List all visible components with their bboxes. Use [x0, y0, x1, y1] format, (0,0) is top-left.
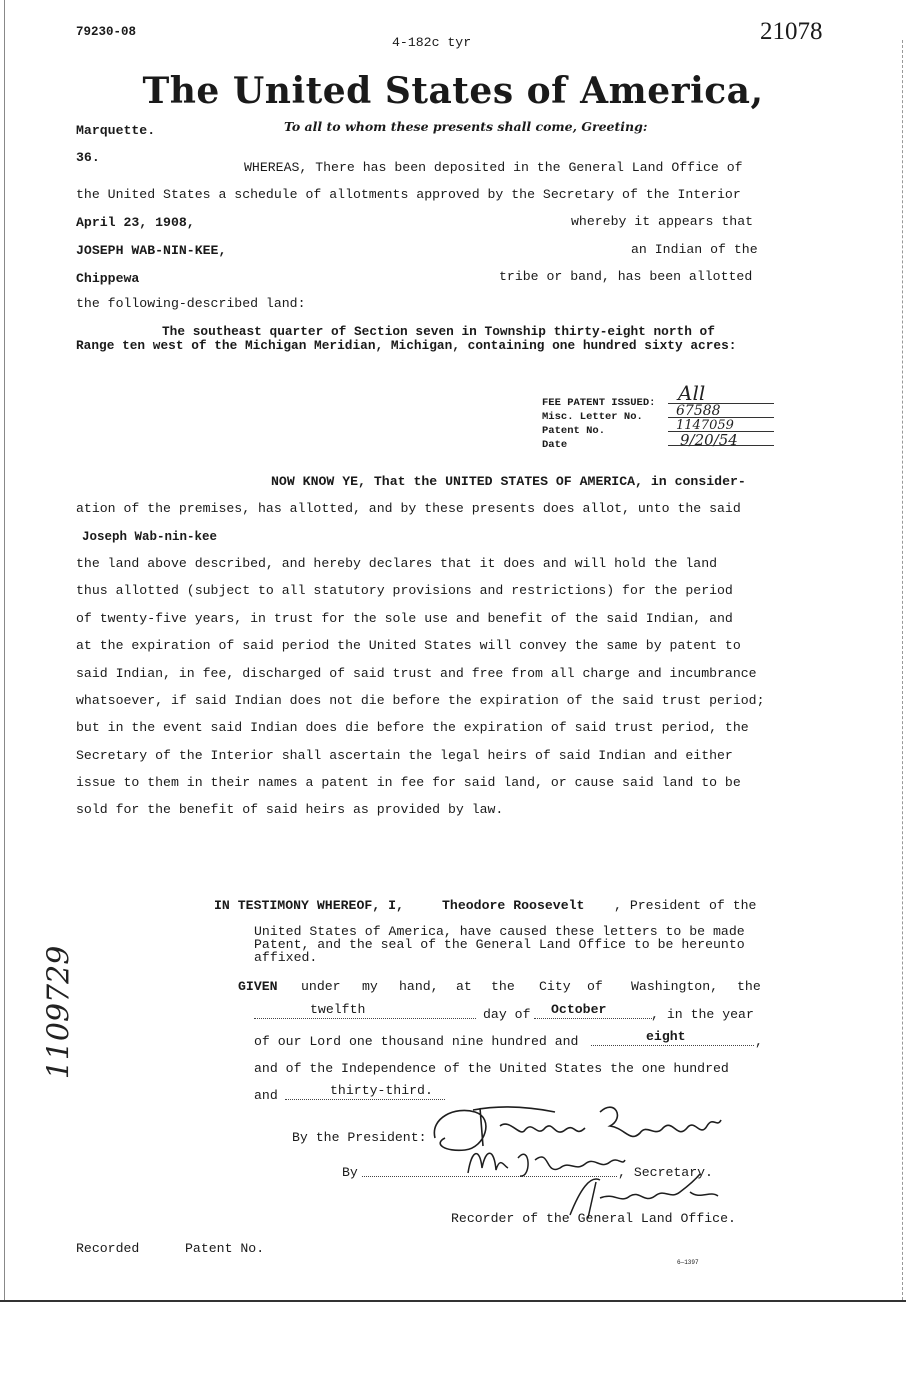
hand-word: hand, [399, 979, 439, 994]
the-word: the [491, 979, 515, 994]
the-word-2: the [737, 979, 761, 994]
right-page-edge [902, 40, 903, 1300]
fee-patent-label: FEE PATENT ISSUED: [542, 397, 656, 409]
office-number: 36. [76, 150, 100, 165]
fee-patent-value: All [678, 381, 706, 405]
year-comma: , [755, 1034, 763, 1049]
greeting: To all to whom these presents shall come, Greeting: [284, 119, 648, 134]
lord-text: of our Lord one thousand nine hundred and [254, 1034, 579, 1049]
of-word: of [587, 979, 603, 994]
document-number: 21078 [760, 18, 823, 45]
body-line: Secretary of the Interior shall ascertain the legal heirs of said Indian and either [76, 748, 733, 763]
indian-of-the-text: an Indian of the [631, 242, 758, 257]
president-name: Theodore Roosevelt [442, 898, 585, 913]
patent-no-footer-label: Patent No. [185, 1241, 265, 1256]
day-value: twelfth [310, 1002, 366, 1017]
now-know-line-2: ation of the premises, has allotted, and by these presents does allot, unto the said [76, 501, 741, 516]
year-value: eight [646, 1029, 686, 1044]
left-page-edge [4, 0, 5, 1300]
document-title: The United States of America, [142, 70, 764, 112]
tribe-band-text: tribe or band, has been allotted [499, 269, 753, 284]
body-line: sold for the benefit of said heirs as provided by law. [76, 802, 504, 817]
land-description-1: The southeast quarter of Section seven in Township thirty-eight north of [162, 324, 715, 339]
body-line: but in the event said Indian does die before the expiration of said trust period, the [76, 720, 749, 735]
body-line: at the expiration of said period the United States will convey the same by patent to [76, 638, 741, 653]
independence-text: and of the Independence of the United States the one hundred [254, 1061, 729, 1076]
body-line: issue to them in their names a patent in fee for said land, or cause said land to be [76, 775, 741, 790]
form-code: 6—1397 [677, 1259, 699, 1266]
month-value: October [551, 1002, 607, 1017]
serial-number: 79230-08 [76, 25, 137, 39]
testimony-line-2: United States of America, have caused these letters to be made [254, 924, 745, 939]
testimony-suffix: , President of the [614, 898, 757, 913]
recorder-signature [560, 1170, 730, 1220]
allottee-name-2: Joseph Wab-nin-kee [82, 530, 218, 544]
tribe-name: Chippewa [76, 271, 140, 286]
body-line: whatsoever, if said Indian does not die before the expiration of the said trust period; [76, 693, 765, 708]
allottee-name: JOSEPH WAB-NIN-KEE, [76, 243, 227, 258]
body-line: the land above described, and hereby declares that it does and will hold the land [76, 556, 718, 571]
whereas-line-2: the United States a schedule of allotments approved by the Secretary of the Interior [76, 187, 741, 202]
recorder-text: Recorder of the General Land Office. [451, 1211, 736, 1226]
at-word: at [456, 979, 472, 994]
independence-blank [285, 1099, 445, 1100]
form-number: 4-182c tyr [392, 35, 472, 50]
day-of-text: day of [483, 1007, 531, 1022]
misc-letter-label: Misc. Letter No. [542, 411, 643, 423]
body-line: of twenty-five years, in trust for the sole use and benefit of the said Indian, and [76, 611, 733, 626]
now-know-line-1: NOW KNOW YE, That the UNITED STATES OF AMERICA, in consider- [271, 474, 746, 489]
date-value: 9/20/54 [680, 431, 738, 449]
patent-no-label: Patent No. [542, 425, 606, 437]
in-the-year-text: , in the year [651, 1007, 754, 1022]
body-line: thus allotted (subject to all statutory provisions and restrictions) for the period [76, 583, 733, 598]
under-word: under [301, 979, 341, 994]
independence-value: thirty-third. [330, 1083, 433, 1098]
page-bottom-edge [0, 1300, 906, 1302]
approval-date: April 23, 1908, [76, 215, 195, 230]
testimony-line-4: affixed. [254, 950, 318, 965]
recorded-label: Recorded [76, 1241, 140, 1256]
year-blank [591, 1045, 754, 1046]
land-description-2: Range ten west of the Michigan Meridian, Michigan, containing one hundred sixty acres: [76, 338, 737, 353]
date-label: Date [542, 439, 568, 451]
by-president-text: By the President: [292, 1130, 427, 1145]
washington-word: Washington, [631, 979, 719, 994]
secretary-text: , Secretary. [618, 1165, 713, 1180]
by-word: By [342, 1165, 358, 1180]
misc-letter-value: 67588 [676, 403, 721, 419]
following-described-text: the following-described land: [76, 296, 306, 311]
whereby-text: whereby it appears that [571, 214, 754, 229]
and-word: and [254, 1088, 278, 1103]
day-blank [254, 1018, 476, 1019]
body-line: said Indian, in fee, discharged of said trust and free from all charge and incumbrance [76, 666, 757, 681]
testimony-line-3: Patent, and the seal of the General Land Office to be hereunto [254, 937, 745, 952]
whereas-line-1: WHEREAS, There has been deposited in the General Land Office of [244, 160, 743, 175]
testimony-prefix: IN TESTIMONY WHEREOF, I, [214, 898, 404, 913]
margin-handwritten-number: 1109729 [41, 945, 77, 1080]
city-word: City [539, 979, 571, 994]
my-word: my [362, 979, 378, 994]
given-word: GIVEN [238, 979, 278, 994]
land-office: Marquette. [76, 123, 156, 138]
month-blank [534, 1018, 652, 1019]
patent-no-value: 1147059 [676, 418, 734, 433]
